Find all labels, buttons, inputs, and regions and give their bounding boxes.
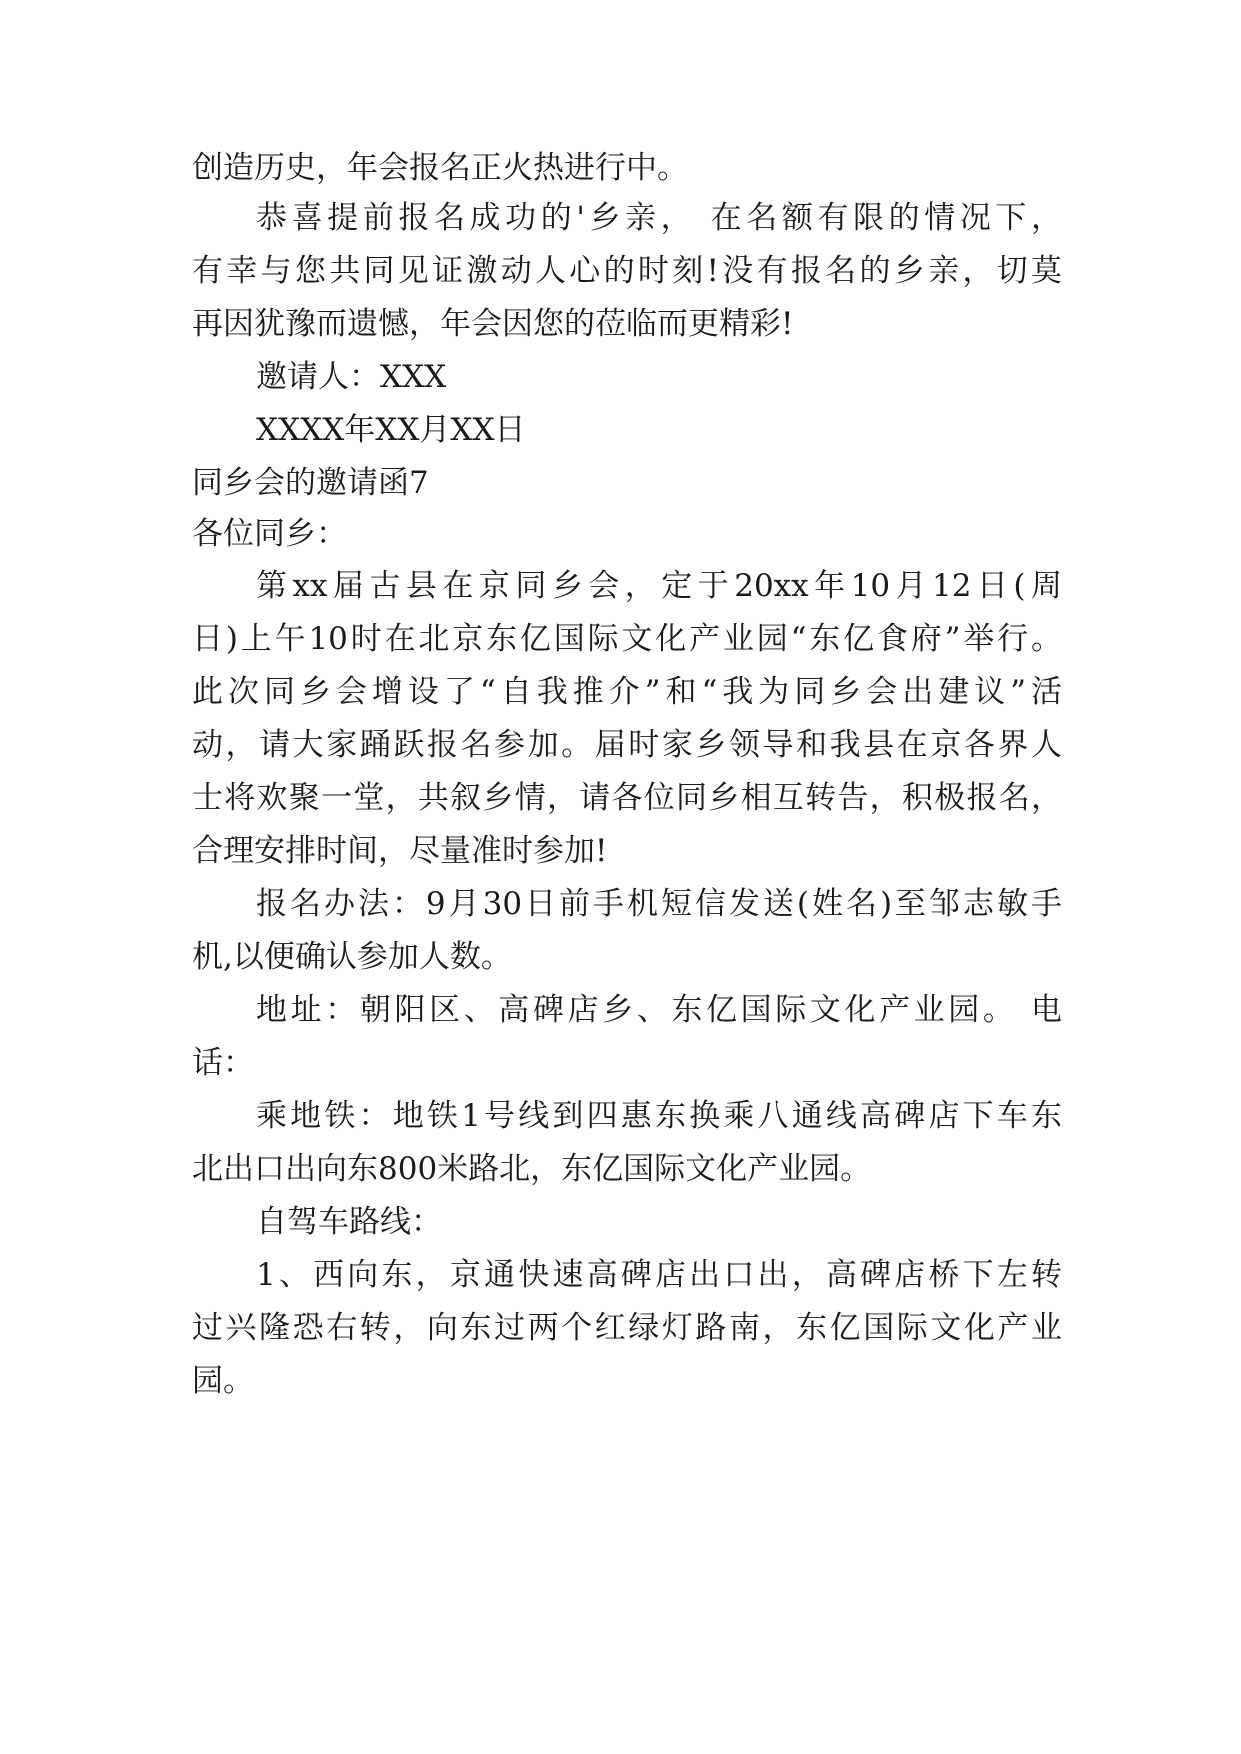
text-line: 报名办法：9月30日前手机短信发送(姓名)至邹志敏手 [256,886,1062,922]
phone-line: 话： [192,1045,254,1081]
text-line: 动，请大家踊跃报名参加。届时家乡领导和我县在京各界人 [192,727,1062,763]
text-line: 机,以便确认参加人数。 [192,939,512,975]
text-line: 再因犹豫而遗憾，年会因您的莅临而更精彩! [192,306,794,342]
address-line: 地址：朝阳区、高碑店乡、东亿国际文化产业园。 电 [256,992,1062,1028]
date-line: XXXX年XX月XX日 [256,412,526,448]
text-line: 1、西向东，京通快速高碑店出口出，高碑店桥下左转 [256,1257,1062,1293]
text-line: 乘地铁：地铁1号线到四惠东换乘八通线高碑店下车东 [256,1098,1062,1134]
text-line: 第xx届古县在京同乡会，定于20xx年10月12日(周 [256,568,1062,604]
text-line: 自驾车路线： [256,1204,442,1240]
text-line: 有幸与您共同见证激动人心的时刻!没有报名的乡亲，切莫 [192,253,1062,289]
text-line: 创造历史，年会报名正火热进行中。 [192,150,688,186]
text-line: 园。 [192,1363,254,1399]
section-title: 同乡会的邀请函7 [192,465,429,501]
text-line: 北出口出向东800米路北，东亿国际文化产业园。 [192,1151,872,1187]
text-line: 过兴隆恐右转，向东过两个红绿灯路南，东亿国际文化产业 [192,1310,1062,1346]
inviter-line: 邀请人：XXX [256,359,447,395]
salutation: 各位同乡： [192,516,347,552]
text-line: 日)上午10时在北京东亿国际文化产业园“东亿食府”举行。 [192,621,1062,657]
text-line: 合理安排时间，尽量准时参加! [192,833,608,869]
text-line: 此次同乡会增设了“自我推介”和“我为同乡会出建议”活 [192,674,1062,710]
text-line: 士将欢聚一堂，共叙乡情，请各位同乡相互转告，积极报名， [192,780,1062,816]
text-line: 恭喜提前报名成功的'乡亲， 在名额有限的情况下， [256,200,1062,236]
